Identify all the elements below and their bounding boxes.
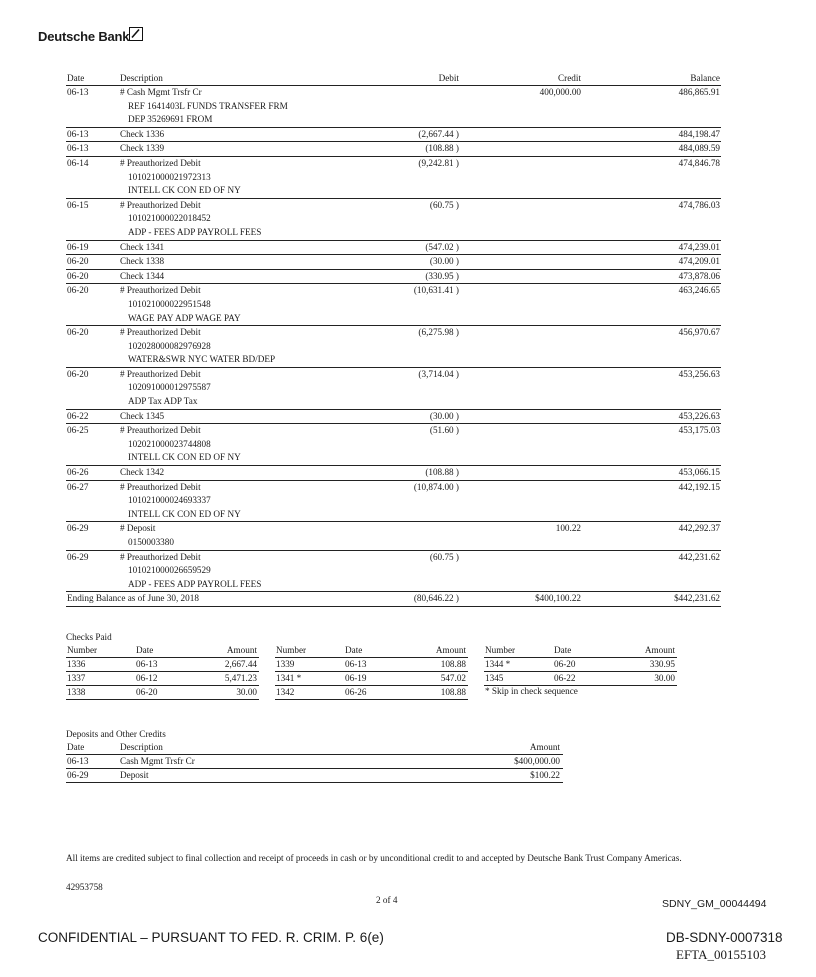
transaction-description: Check 1336 xyxy=(120,128,165,139)
transaction-debit: (2,667.44 ) xyxy=(418,128,459,139)
checks-paid-header-row xyxy=(275,644,468,658)
transaction-balance: 484,089.59 xyxy=(678,143,720,154)
check-amount: 2,667.44 xyxy=(224,659,257,669)
transaction-main-line xyxy=(66,128,721,142)
transaction-description: # Preauthorized Debit xyxy=(120,199,201,210)
transaction-detail-line: 102091000012975587 xyxy=(128,382,211,393)
checks-paid-section xyxy=(66,631,675,697)
checks-paid-title: Checks Paid xyxy=(66,632,112,642)
deposits-section xyxy=(66,728,563,783)
transaction-date: 06-22 xyxy=(67,410,89,421)
transaction-row xyxy=(66,255,721,270)
transaction-main-line xyxy=(66,86,721,100)
deposit-date: 06-29 xyxy=(67,770,89,780)
transaction-balance: 456,970.67 xyxy=(678,327,720,338)
transaction-balance: 474,209.01 xyxy=(678,256,720,267)
transaction-date: 06-20 xyxy=(67,285,89,296)
transaction-debit: (60.75 ) xyxy=(429,551,459,562)
transaction-row xyxy=(66,368,721,410)
transaction-main-line xyxy=(66,551,721,565)
transaction-detail-line: INTELL CK CON ED OF NY xyxy=(128,452,241,463)
check-number: 1342 xyxy=(276,687,295,697)
account-number: 42953758 xyxy=(66,882,103,892)
transaction-balance: 484,198.47 xyxy=(678,128,720,139)
transaction-row xyxy=(66,142,721,157)
transaction-description: # Preauthorized Debit xyxy=(120,481,201,492)
bates-sdny-gm: SDNY_GM_00044494 xyxy=(662,898,767,910)
transactions-body xyxy=(66,86,721,592)
check-amount: 5,471.23 xyxy=(224,673,257,683)
deposit-description: Cash Mgmt Trsfr Cr xyxy=(120,756,195,766)
transaction-description: # Deposit xyxy=(120,523,156,534)
transaction-date: 06-27 xyxy=(67,481,89,492)
cp-col-amount: Amount xyxy=(226,645,257,655)
transaction-row xyxy=(66,241,721,256)
transaction-description: # Preauthorized Debit xyxy=(120,425,201,436)
transaction-detail-line: INTELL CK CON ED OF NY xyxy=(128,508,241,519)
check-amount: 30.00 xyxy=(654,673,675,683)
check-amount: 330.95 xyxy=(649,659,675,669)
transaction-debit: (60.75 ) xyxy=(429,199,459,210)
ending-debit-total: (80,646.22 ) xyxy=(413,593,459,604)
transaction-date: 06-20 xyxy=(67,270,89,281)
check-row xyxy=(275,686,468,700)
check-number: 1345 xyxy=(485,673,504,683)
transaction-row xyxy=(66,284,721,326)
transaction-debit: (10,874.00 ) xyxy=(413,481,459,492)
cp-col-number: Number xyxy=(485,645,516,655)
transaction-balance: 453,256.63 xyxy=(678,368,720,379)
page-number: 2 of 4 xyxy=(376,895,398,905)
deposits-header-row xyxy=(66,741,563,755)
check-number: 1344 * xyxy=(485,659,511,669)
transaction-row xyxy=(66,86,721,128)
transaction-detail-line: WATER&SWR NYC WATER BD/DEP xyxy=(128,354,276,365)
skip-sequence-note: * Skip in check sequence xyxy=(485,686,578,696)
transaction-balance: 473,878.06 xyxy=(678,270,720,281)
transaction-detail-line: ADP - FEES ADP PAYROLL FEES xyxy=(128,578,262,589)
transaction-main-line xyxy=(66,466,721,480)
transaction-detail-line: 102028000082976928 xyxy=(128,340,211,351)
check-date: 06-20 xyxy=(136,687,158,697)
deposit-amount: $400,000.00 xyxy=(514,756,560,766)
transaction-main-line xyxy=(66,157,721,171)
transaction-row xyxy=(66,551,721,593)
transaction-main-line xyxy=(66,199,721,213)
check-row xyxy=(66,672,259,686)
deposit-row xyxy=(66,755,563,769)
transaction-main-line xyxy=(66,481,721,495)
checks-paid-group xyxy=(66,644,259,700)
col-description-header: Description xyxy=(120,73,163,83)
checks-paid-group xyxy=(484,644,677,686)
transaction-detail-line: 102021000023744808 xyxy=(128,438,211,449)
transaction-credit: 100.22 xyxy=(555,523,581,534)
cp-col-date: Date xyxy=(554,645,572,655)
check-row xyxy=(484,672,677,686)
transaction-main-line xyxy=(66,424,721,438)
transaction-row xyxy=(66,481,721,523)
transaction-debit: (330.95 ) xyxy=(425,270,459,281)
transaction-detail-line: INTELL CK CON ED OF NY xyxy=(128,185,241,196)
transaction-description: # Preauthorized Debit xyxy=(120,157,201,168)
transaction-description: # Preauthorized Debit xyxy=(120,327,201,338)
bates-efta: EFTA_00155103 xyxy=(676,947,766,962)
cp-col-amount: Amount xyxy=(435,645,466,655)
ending-credit-total: $400,100.22 xyxy=(535,593,581,604)
transaction-detail-line: WAGE PAY ADP WAGE PAY xyxy=(128,312,241,323)
deposit-description: Deposit xyxy=(120,770,149,780)
transaction-debit: (30.00 ) xyxy=(429,410,459,421)
transaction-balance: 463,246.65 xyxy=(678,285,720,296)
dep-col-amount: Amount xyxy=(529,742,560,752)
transaction-row xyxy=(66,270,721,285)
check-row xyxy=(275,658,468,672)
check-number: 1336 xyxy=(67,659,86,669)
transaction-main-line xyxy=(66,241,721,255)
transaction-main-line xyxy=(66,522,721,536)
transaction-main-line xyxy=(66,142,721,156)
check-date: 06-22 xyxy=(554,673,576,683)
transaction-date: 06-13 xyxy=(67,143,89,154)
bank-name: Deutsche Bank xyxy=(38,29,130,44)
check-number: 1341 * xyxy=(276,673,302,683)
transaction-debit: (108.88 ) xyxy=(425,467,459,478)
transaction-detail-line: 101021000022951548 xyxy=(128,298,211,309)
check-number: 1338 xyxy=(67,687,86,697)
dep-col-date: Date xyxy=(67,742,85,752)
transaction-balance: 474,786.03 xyxy=(678,199,720,210)
cp-col-date: Date xyxy=(136,645,154,655)
transaction-description: Check 1345 xyxy=(120,410,165,421)
check-number: 1339 xyxy=(276,659,295,669)
check-row xyxy=(484,658,677,672)
bates-db-sdny: DB-SDNY-0007318 xyxy=(666,930,783,945)
check-date: 06-13 xyxy=(345,659,367,669)
check-date: 06-19 xyxy=(345,673,367,683)
check-date: 06-12 xyxy=(136,673,158,683)
transaction-row xyxy=(66,410,721,425)
disclaimer-text: All items are credited subject to final collection and receipt of proceeds in cash or by unconditional credit to and accepted by Deutsche Bank Trust Company Americas. xyxy=(66,853,682,863)
confidential-notice: CONFIDENTIAL – PURSUANT TO FED. R. CRIM. P. 6(e) xyxy=(38,930,384,945)
transaction-date: 06-14 xyxy=(67,157,89,168)
dep-col-description: Description xyxy=(120,742,163,752)
transaction-row xyxy=(66,199,721,241)
transaction-detail-line: REF 1641403L FUNDS TRANSFER FRM xyxy=(128,100,288,111)
transactions-header-row xyxy=(66,72,721,86)
transaction-row xyxy=(66,326,721,368)
transaction-detail-line: 101021000026659529 xyxy=(128,565,211,576)
transaction-detail-line: 0150003380 xyxy=(128,537,174,547)
transaction-main-line xyxy=(66,410,721,424)
transaction-row xyxy=(66,157,721,199)
checks-paid-header-row xyxy=(66,644,259,658)
checks-paid-group xyxy=(275,644,468,700)
transaction-description: Check 1342 xyxy=(120,467,165,478)
check-date: 06-13 xyxy=(136,659,158,669)
transaction-date: 06-15 xyxy=(67,199,89,210)
transaction-row xyxy=(66,522,721,550)
transaction-description: Check 1339 xyxy=(120,143,165,154)
transaction-detail-line: ADP - FEES ADP PAYROLL FEES xyxy=(128,226,262,237)
transaction-description: # Cash Mgmt Trsfr Cr xyxy=(120,87,202,97)
transaction-balance: 474,239.01 xyxy=(678,241,720,252)
check-amount: 108.88 xyxy=(440,659,466,669)
transaction-debit: (108.88 ) xyxy=(425,143,459,154)
transaction-balance: 453,226.63 xyxy=(678,410,720,421)
transaction-balance: 453,066.15 xyxy=(678,467,720,478)
col-debit-header: Debit xyxy=(438,73,459,83)
transaction-credit: 400,000.00 xyxy=(539,87,581,97)
transaction-description: # Preauthorized Debit xyxy=(120,285,201,296)
transaction-date: 06-20 xyxy=(67,256,89,267)
cp-col-number: Number xyxy=(276,645,307,655)
transaction-debit: (51.60 ) xyxy=(429,425,459,436)
transaction-detail-line: 101021000024693337 xyxy=(128,495,211,506)
transaction-debit: (30.00 ) xyxy=(429,256,459,267)
transaction-debit: (3,714.04 ) xyxy=(418,368,459,379)
transaction-debit: (547.02 ) xyxy=(425,241,459,252)
transaction-detail-line: 101021000021972313 xyxy=(128,171,211,182)
transaction-balance: 442,192.15 xyxy=(678,481,720,492)
transaction-balance: 453,175.03 xyxy=(678,425,720,436)
transaction-row xyxy=(66,128,721,143)
transaction-description: Check 1338 xyxy=(120,256,165,267)
transaction-date: 06-29 xyxy=(67,523,89,534)
transaction-debit: (10,631.41 ) xyxy=(413,285,459,296)
transaction-debit: (9,242.81 ) xyxy=(418,157,459,168)
transaction-detail-line: DEP 35269691 FROM xyxy=(128,114,213,125)
ending-balance-value: $442,231.62 xyxy=(674,593,720,604)
check-date: 06-20 xyxy=(554,659,576,669)
check-row xyxy=(66,686,259,700)
transaction-date: 06-29 xyxy=(67,551,89,562)
col-credit-header: Credit xyxy=(558,73,581,83)
transaction-main-line xyxy=(66,255,721,269)
check-row xyxy=(275,672,468,686)
ending-balance-label: Ending Balance as of June 30, 2018 xyxy=(67,593,199,604)
cp-col-number: Number xyxy=(67,645,98,655)
transaction-detail-line: 101021000022018452 xyxy=(128,213,211,224)
transaction-date: 06-26 xyxy=(67,467,89,478)
transaction-balance: 474,846.78 xyxy=(678,157,720,168)
transaction-description: Check 1344 xyxy=(120,270,165,281)
checks-paid-header-row xyxy=(484,644,677,658)
transaction-date: 06-25 xyxy=(67,425,89,436)
transaction-row xyxy=(66,466,721,481)
deposit-row xyxy=(66,769,563,783)
check-amount: 30.00 xyxy=(236,687,257,697)
col-date-header: Date xyxy=(67,73,85,83)
transaction-main-line xyxy=(66,284,721,298)
col-balance-header: Balance xyxy=(690,73,720,83)
transactions-table xyxy=(66,72,721,607)
transaction-balance: 486,865.91 xyxy=(678,87,720,97)
transaction-date: 06-13 xyxy=(67,128,89,139)
transaction-date: 06-13 xyxy=(67,87,89,97)
transaction-description: # Preauthorized Debit xyxy=(120,551,201,562)
deposit-amount: $100.22 xyxy=(530,770,560,780)
check-date: 06-26 xyxy=(345,687,367,697)
transaction-detail-line: ADP Tax ADP Tax xyxy=(128,396,198,407)
deutsche-bank-logo-icon xyxy=(129,27,143,41)
transaction-balance: 442,231.62 xyxy=(678,551,720,562)
ending-balance-row xyxy=(66,592,721,607)
transaction-description: # Preauthorized Debit xyxy=(120,368,201,379)
cp-col-amount: Amount xyxy=(644,645,675,655)
transaction-main-line xyxy=(66,326,721,340)
check-number: 1337 xyxy=(67,673,86,683)
transaction-date: 06-19 xyxy=(67,241,89,252)
cp-col-date: Date xyxy=(345,645,363,655)
transaction-date: 06-20 xyxy=(67,368,89,379)
transaction-balance: 442,292.37 xyxy=(678,523,720,534)
transaction-main-line xyxy=(66,270,721,284)
check-row xyxy=(66,658,259,672)
transaction-row xyxy=(66,424,721,466)
transaction-main-line xyxy=(66,368,721,382)
deposits-title: Deposits and Other Credits xyxy=(66,729,166,739)
check-amount: 547.02 xyxy=(440,673,466,683)
transaction-debit: (6,275.98 ) xyxy=(418,327,459,338)
deposit-date: 06-13 xyxy=(67,756,89,766)
check-amount: 108.88 xyxy=(440,687,466,697)
transaction-date: 06-20 xyxy=(67,327,89,338)
transaction-description: Check 1341 xyxy=(120,241,165,252)
